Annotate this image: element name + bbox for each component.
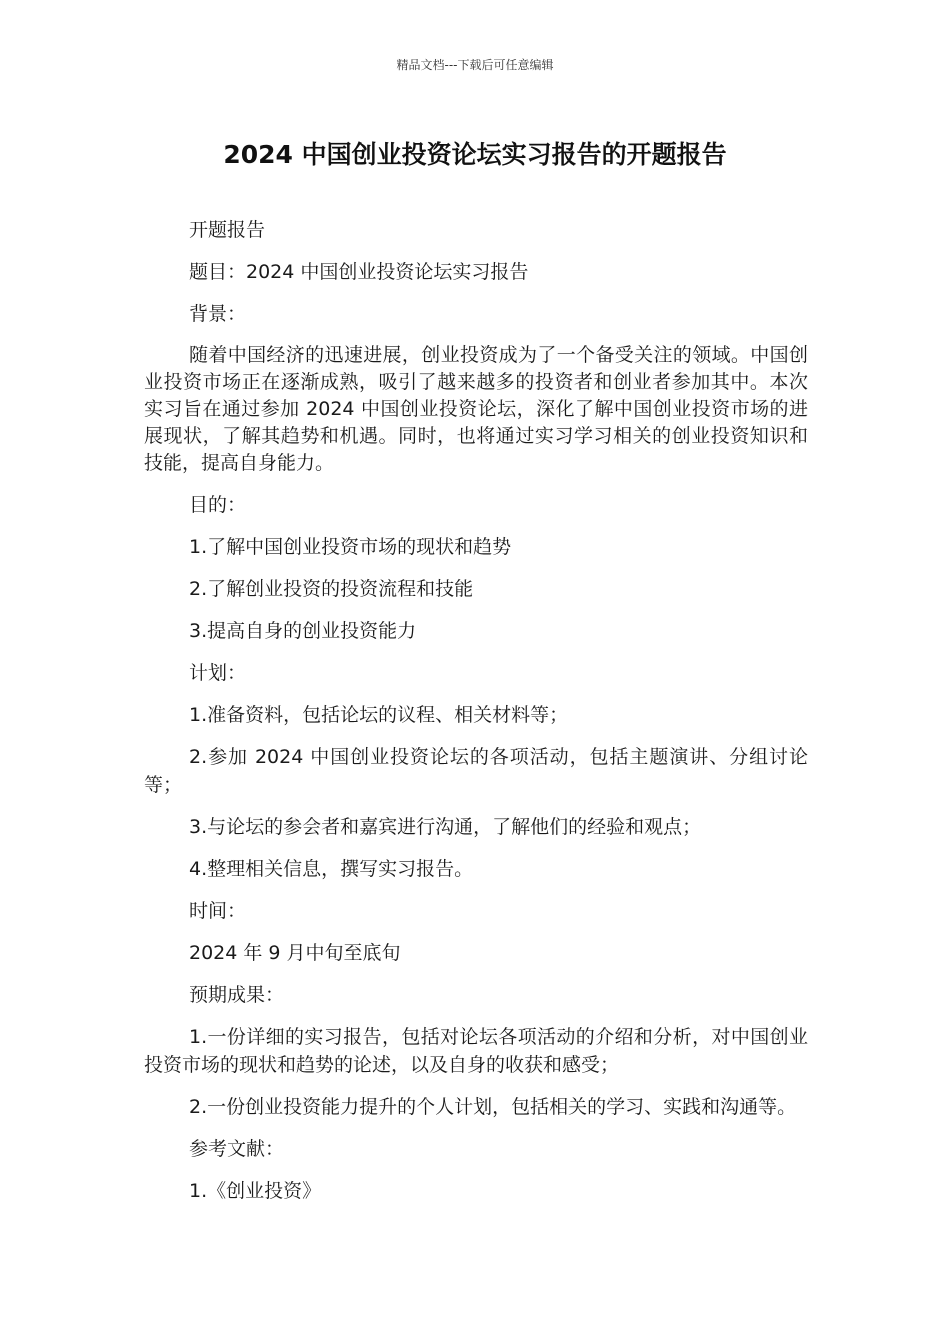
list-item-plan-3: 3.与论坛的参会者和嘉宾进行沟通，了解他们的经验和观点； [189, 816, 702, 838]
paragraph-background: 随着中国经济的迅速进展，创业投资成为了一个备受关注的领域。中国创业投资市场正在逐渐成熟，吸引了越来越多的投资者和创业者参加其中。本次实习旨在通过参加 2024 中国创业投资论坛，深化了解中国创业投资市场的进展现状，了解其趋势和机遇。同时，也将通过实习学习相关的创业投资知识和技能，提高自身能力。 [144, 344, 808, 474]
list-item-result-1: 1.一份详细的实习报告，包括对论坛各项活动的介绍和分析，对中国创业投资市场的现状和趋势的论述，以及自身的收获和感受； [144, 1026, 808, 1076]
section-heading-plan: 计划： [189, 662, 247, 684]
list-item-plan-1: 1.准备资料，包括论坛的议程、相关材料等； [189, 704, 569, 726]
list-item-result-2: 2.一份创业投资能力提升的个人计划，包括相关的学习、实践和沟通等。 [189, 1096, 797, 1118]
header-note: 精品文档---下载后可任意编辑 [396, 58, 554, 72]
paragraph-topic: 题目：2024 中国创业投资论坛实习报告 [189, 261, 529, 283]
list-item-purpose-2: 2.了解创业投资的投资流程和技能 [189, 578, 474, 600]
list-item-plan-2: 2.参加 2024 中国创业投资论坛的各项活动，包括主题演讲、分组讨论等； [144, 746, 808, 796]
document-body [144, 216, 808, 1219]
section-heading-references: 参考文献： [189, 1138, 285, 1160]
section-heading-time: 时间： [189, 900, 247, 922]
list-item-reference-1: 1.《创业投资》 [189, 1180, 322, 1202]
document-title: 2024 中国创业投资论坛实习报告的开题报告 [223, 140, 727, 169]
list-item-plan-4: 4.整理相关信息，撰写实习报告。 [189, 858, 474, 880]
paragraph-time: 2024 年 9 月中旬至底旬 [189, 942, 401, 964]
list-item-purpose-1: 1.了解中国创业投资市场的现状和趋势 [189, 536, 512, 558]
section-heading-purpose: 目的： [189, 494, 247, 516]
section-heading-expected-results: 预期成果： [189, 984, 285, 1006]
paragraph-heading-proposal: 开题报告 [189, 219, 266, 241]
list-item-purpose-3: 3.提高自身的创业投资能力 [189, 620, 417, 642]
section-heading-background: 背景： [189, 303, 247, 325]
